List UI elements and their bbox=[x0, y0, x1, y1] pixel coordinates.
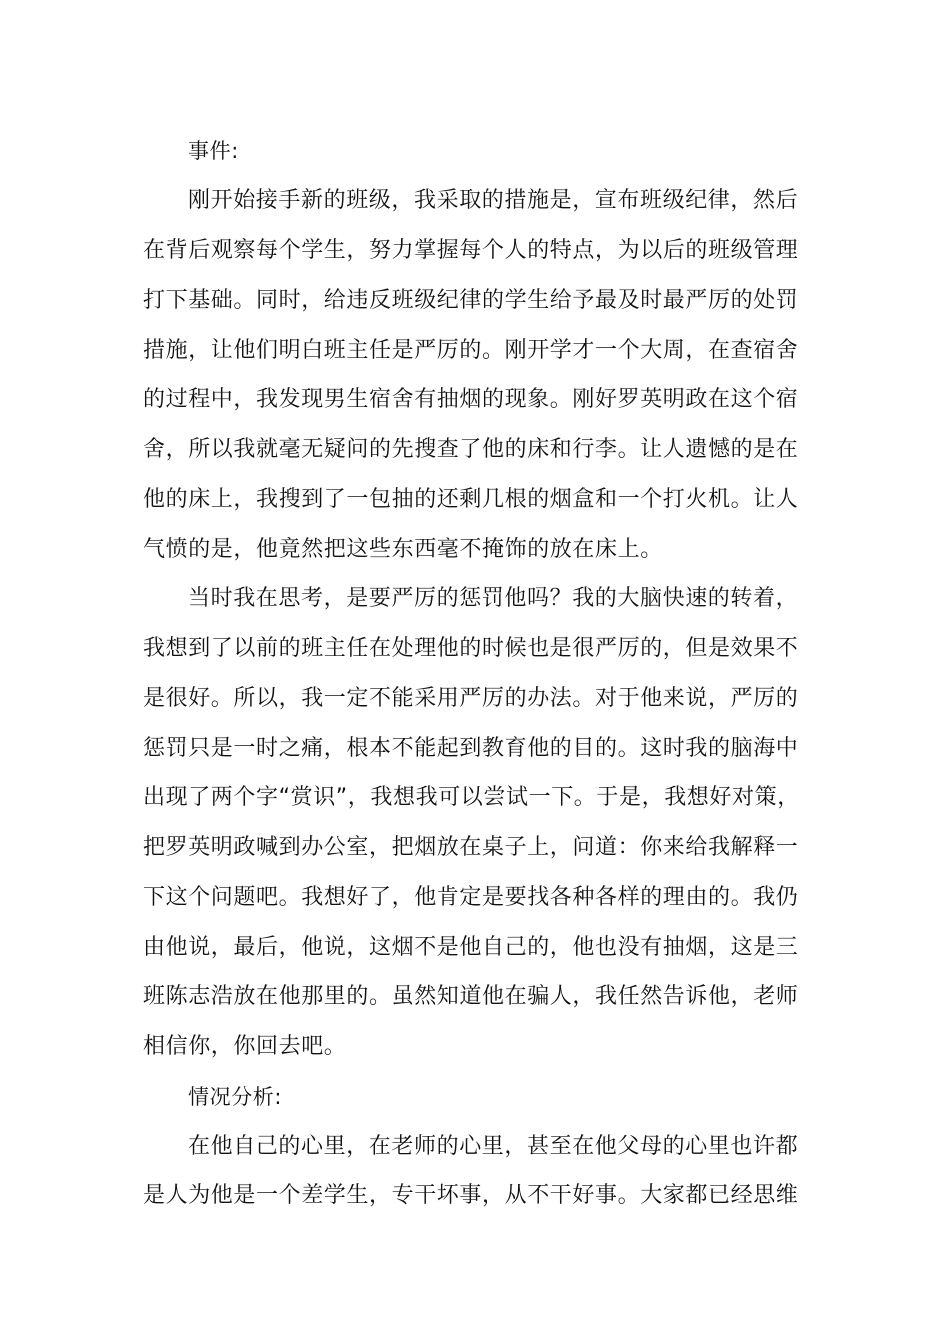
paragraph-line: 气愤的是，他竟然把这些东西毫不掩饰的放在床上。 bbox=[143, 537, 663, 562]
paragraph-line: 打下基础。同时，给违反班级纪律的学生给予最及时最严厉的处罚 bbox=[143, 288, 799, 313]
paragraph-line: 由他说，最后，他说，这烟不是他自己的，他也没有抽烟，这是三 bbox=[143, 935, 799, 960]
paragraph-line: 班陈志浩放在他那里的。虽然知道他在骗人，我任然告诉他，老师 bbox=[143, 984, 799, 1009]
paragraph-line: 刚开始接手新的班级，我采取的措施是，宣布班级纪律，然后 bbox=[188, 188, 799, 213]
paragraph-line: 把罗英明政喊到办公室，把烟放在桌子上，问道：你来给我解释一 bbox=[143, 835, 799, 860]
paragraph-line: 惩罚只是一时之痛，根本不能起到教育他的目的。这时我的脑海中 bbox=[143, 736, 799, 761]
paragraph-line: 他的床上，我搜到了一包抽的还剩几根的烟盒和一个打火机。让人 bbox=[143, 487, 799, 512]
paragraph-line: 下这个问题吧。我想好了，他肯定是要找各种各样的理由的。我仍 bbox=[143, 885, 799, 910]
paragraph-line: 在背后观察每个学生，努力掌握每个人的特点，为以后的班级管理 bbox=[143, 238, 799, 263]
paragraph-line: 的过程中，我发现男生宿舍有抽烟的现象。刚好罗英明政在这个宿 bbox=[143, 387, 799, 412]
paragraph-line: 相信你，你回去吧。 bbox=[143, 1034, 347, 1059]
paragraph-line: 在他自己的心里，在老师的心里，甚至在他父母的心里也许都 bbox=[188, 1134, 799, 1159]
paragraph-line: 舍，所以我就毫无疑问的先搜查了他的床和行李。让人遗憾的是在 bbox=[143, 437, 799, 462]
paragraph-line: 是人为他是一个差学生，专干坏事，从不干好事。大家都已经思维 bbox=[143, 1183, 799, 1208]
paragraph-line: 是很好。所以，我一定不能采用严厉的办法。对于他来说，严厉的 bbox=[143, 686, 799, 711]
paragraph-line: 我想到了以前的班主任在处理他的时候也是很严厉的，但是效果不 bbox=[143, 636, 799, 661]
paragraph-line: 措施，让他们明白班主任是严厉的。刚开学才一个大周，在查宿舍 bbox=[143, 338, 799, 363]
paragraph-line: 出现了两个字“赏识”，我想我可以尝试一下。于是，我想好对策， bbox=[143, 785, 800, 810]
section-heading-event: 事件: bbox=[188, 139, 239, 163]
section-heading-analysis: 情况分析: bbox=[188, 1085, 283, 1109]
paragraph-line: 当时我在思考，是要严厉的惩罚他吗？我的大脑快速的转着， bbox=[188, 586, 799, 611]
